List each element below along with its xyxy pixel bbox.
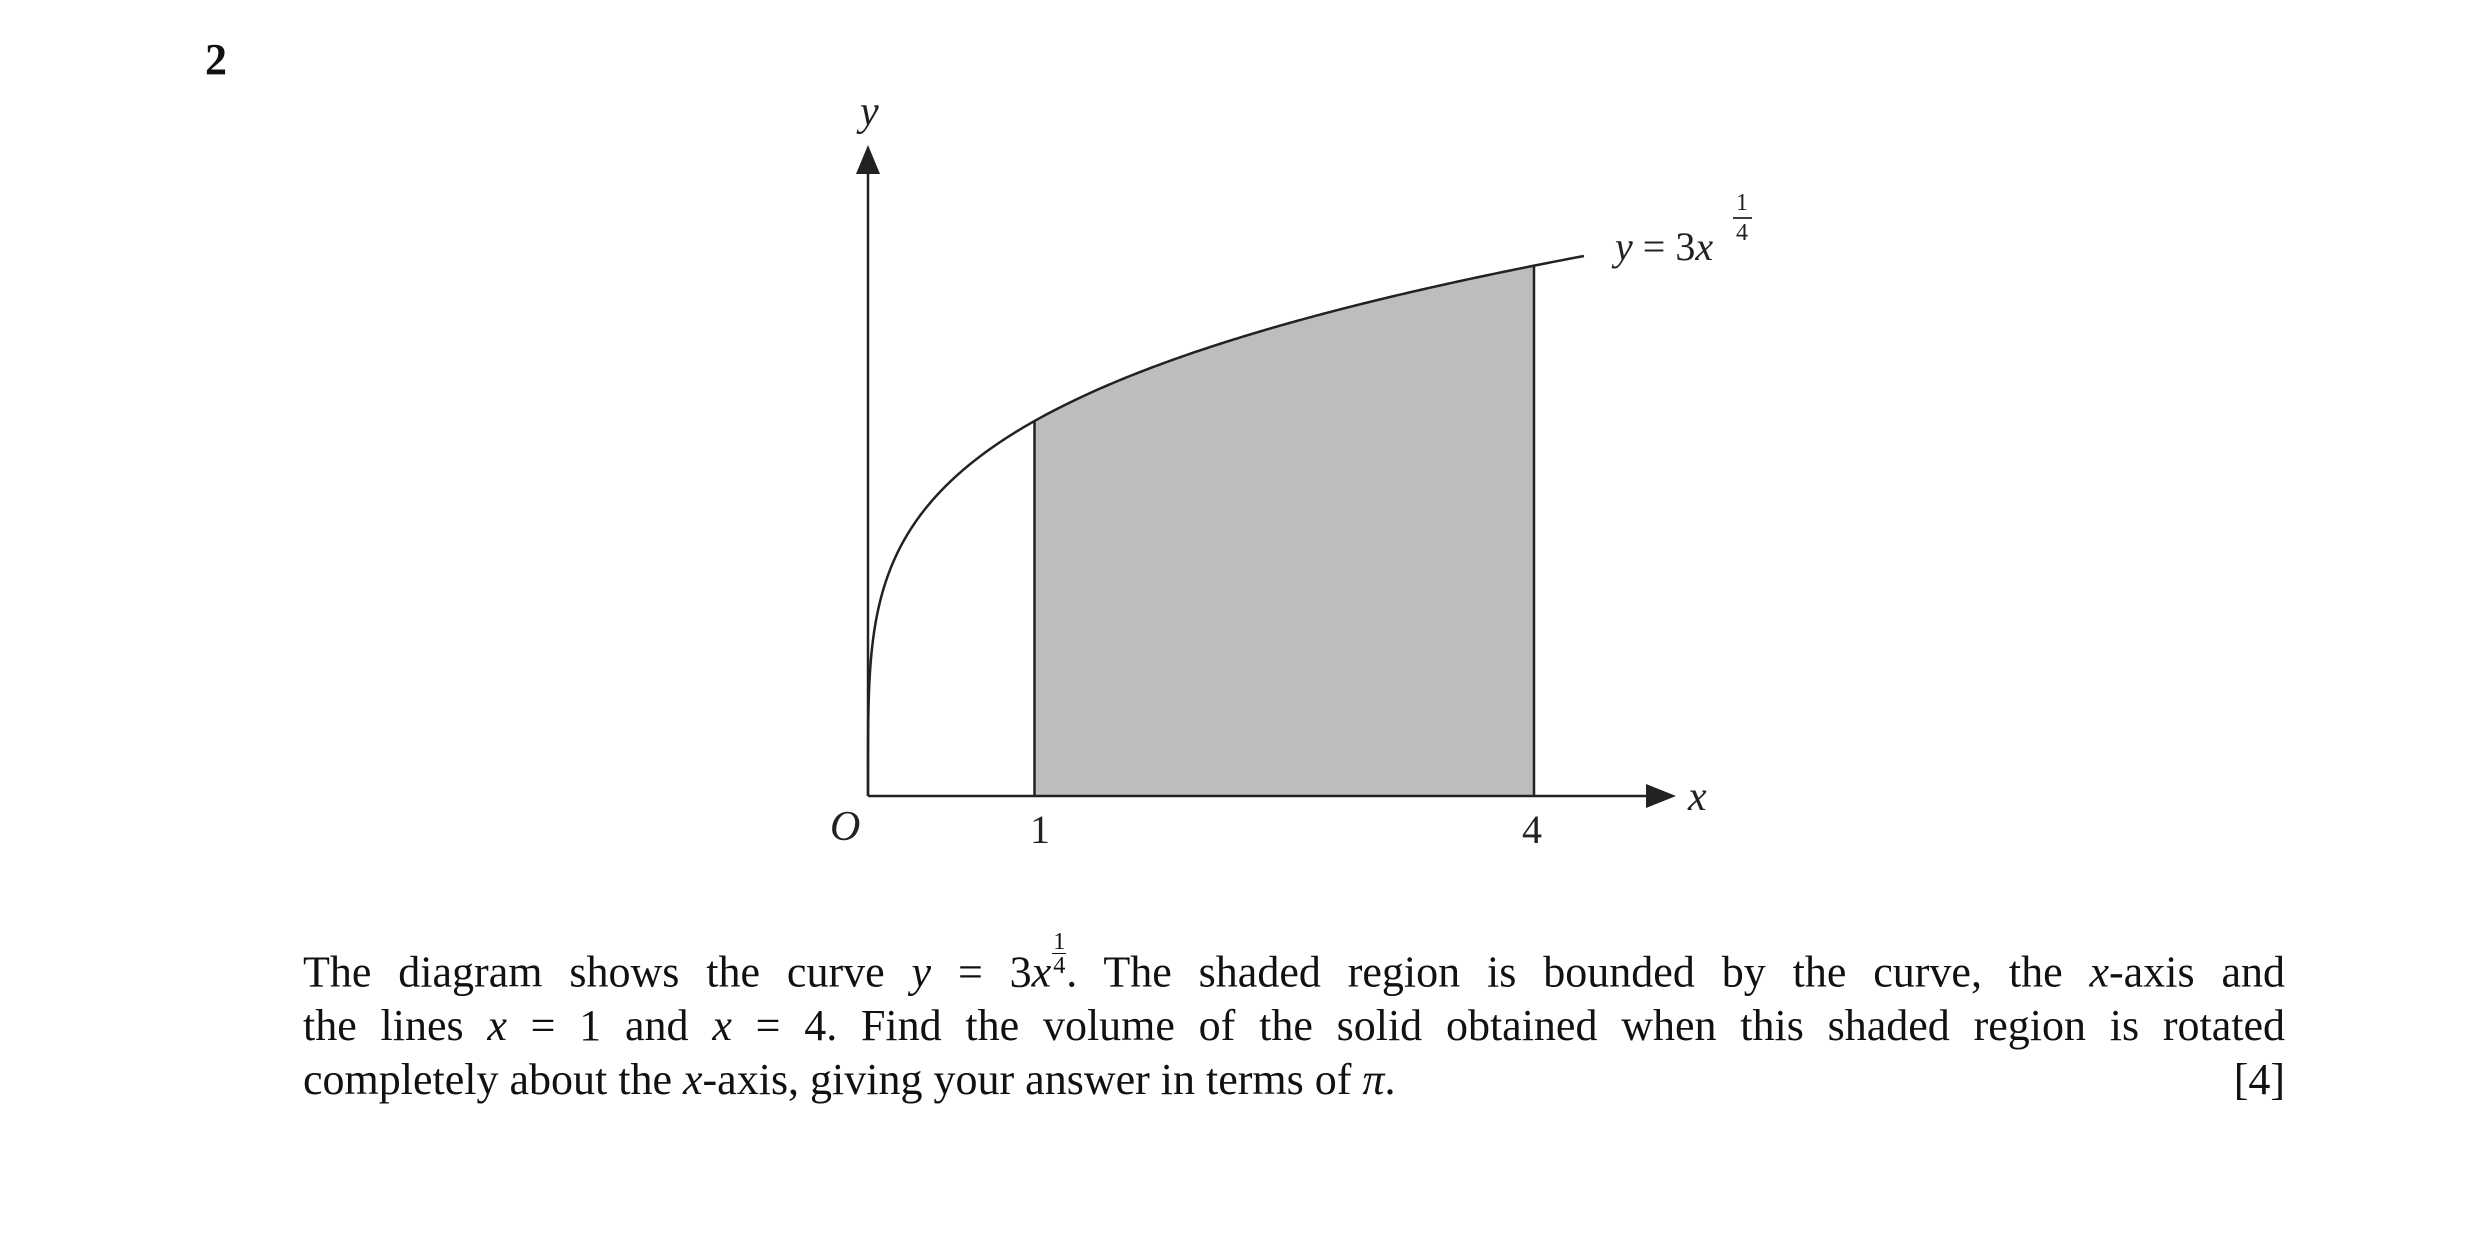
exponent-fraction: $\frac{1}{4}$ — [1053, 928, 1066, 979]
tick-label-4: 4 — [1522, 807, 1542, 852]
question-line-1: The diagram shows the curve y = 3x $\frac{1}{4}$ . The shaded region is bounded by the curve, the x-axis and — [303, 928, 2285, 997]
question-number: 2 — [205, 35, 227, 84]
x-axis-label: x — [1688, 774, 1707, 820]
tick-label-1: 1 — [1030, 807, 1050, 852]
curve-equation-label — [1611, 190, 1752, 269]
y-axis-label: y — [860, 89, 879, 135]
x-axis-arrow — [1646, 784, 1676, 808]
shaded-region — [1035, 266, 1535, 796]
svg-text:y = 3x: y = 3x — [1615, 224, 1714, 269]
question-line-3: completely about the x-axis, giving your answer in terms of π. [4] — [303, 1053, 2285, 1107]
curve-exponent-numerator: 1 — [1736, 190, 1748, 216]
question-text — [303, 930, 2285, 1107]
curve-exponent-denominator: 4 — [1736, 220, 1748, 246]
marks-label: [4] — [2233, 1055, 2285, 1105]
y-axis-arrow — [856, 145, 880, 174]
question-line-2: the lines x = 1 and x = 4. Find the volume of the solid obtained when this shaded region is rotated — [303, 1001, 2286, 1051]
origin-label: O — [830, 804, 861, 850]
